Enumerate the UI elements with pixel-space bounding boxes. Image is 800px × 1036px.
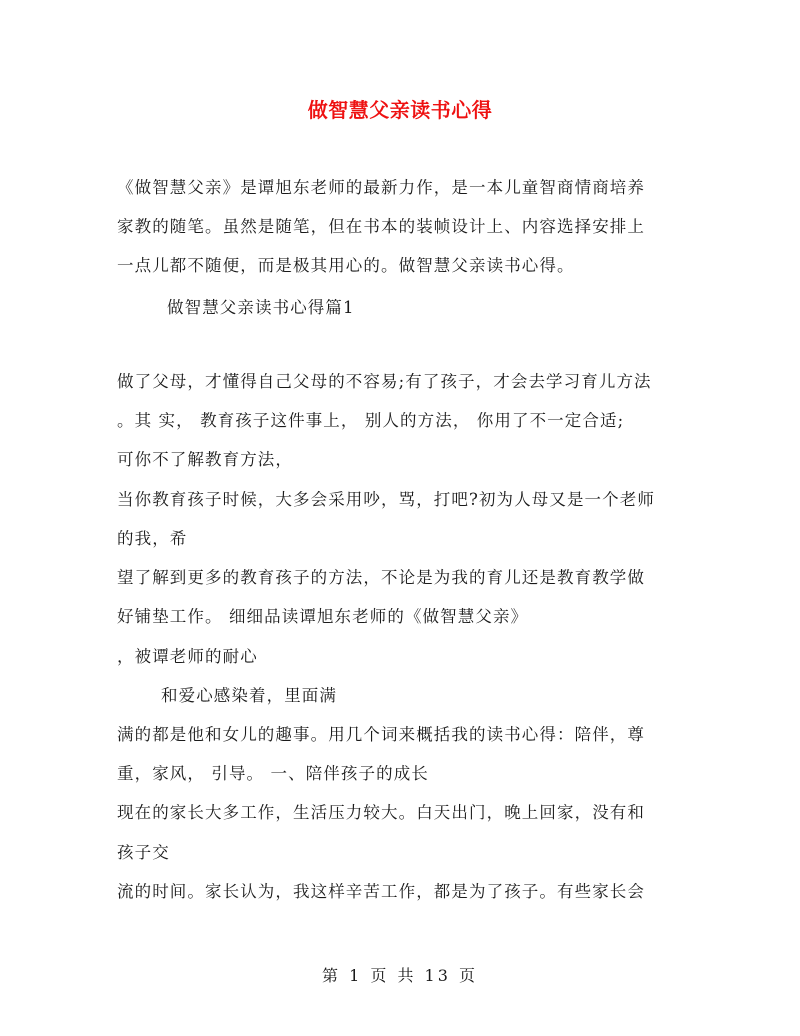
body-line: 满的都是他和女儿的趣事。用几个词来概括我的读书心得：陪伴，尊 [117, 725, 645, 744]
body-line: 可你不了解教育方法， [117, 450, 293, 469]
body-line: 做了父母，才懂得自己父母的不容易;有了孩子，才会去学习育儿方法 [117, 372, 652, 391]
body-line: 流的时间。家长认为，我这样辛苦工作，都是为了孩子。有些家长会 [117, 882, 645, 901]
body-line: 孩子交 [117, 843, 170, 862]
body-line: 的我，希 [117, 529, 188, 548]
body-line: 一点儿都不随便，而是极其用心的。做智慧父亲读书心得。 [117, 256, 575, 275]
section-heading: 做智慧父亲读书心得篇1 [167, 298, 355, 317]
body-line: ，被谭老师的耐心 [117, 647, 258, 666]
body-line: 现在的家长大多工作，生活压力较大。白天出门，晚上回家，没有和 [117, 803, 645, 822]
body-line: 好铺垫工作。 细细品读谭旭东老师的《做智慧父亲》 [117, 607, 529, 626]
body-line: 当你教育孩子时候，大多会采用吵，骂，打吧?初为人母又是一个老师 [117, 490, 655, 509]
body-line: 。其 实， 教育孩子这件事上， 别人的方法， 你用了不一定合适; [117, 411, 625, 430]
page-number-footer: 第 1 页 共 13 页 [322, 966, 478, 985]
document-title: 做智慧父亲读书心得 [307, 98, 493, 122]
body-line: 和爱心感染着，里面满 [161, 686, 337, 705]
body-line: 重，家风， 引导。 一、陪伴孩子的成长 [117, 764, 429, 783]
body-line: 望了解到更多的教育孩子的方法，不论是为我的育儿还是教育教学做 [117, 568, 645, 587]
body-line: 家教的随笔。虽然是随笔，但在书本的装帧设计上、内容选择安排上 [117, 217, 645, 236]
body-line: 《做智慧父亲》是谭旭东老师的最新力作，是一本儿童智商情商培养 [117, 178, 645, 197]
